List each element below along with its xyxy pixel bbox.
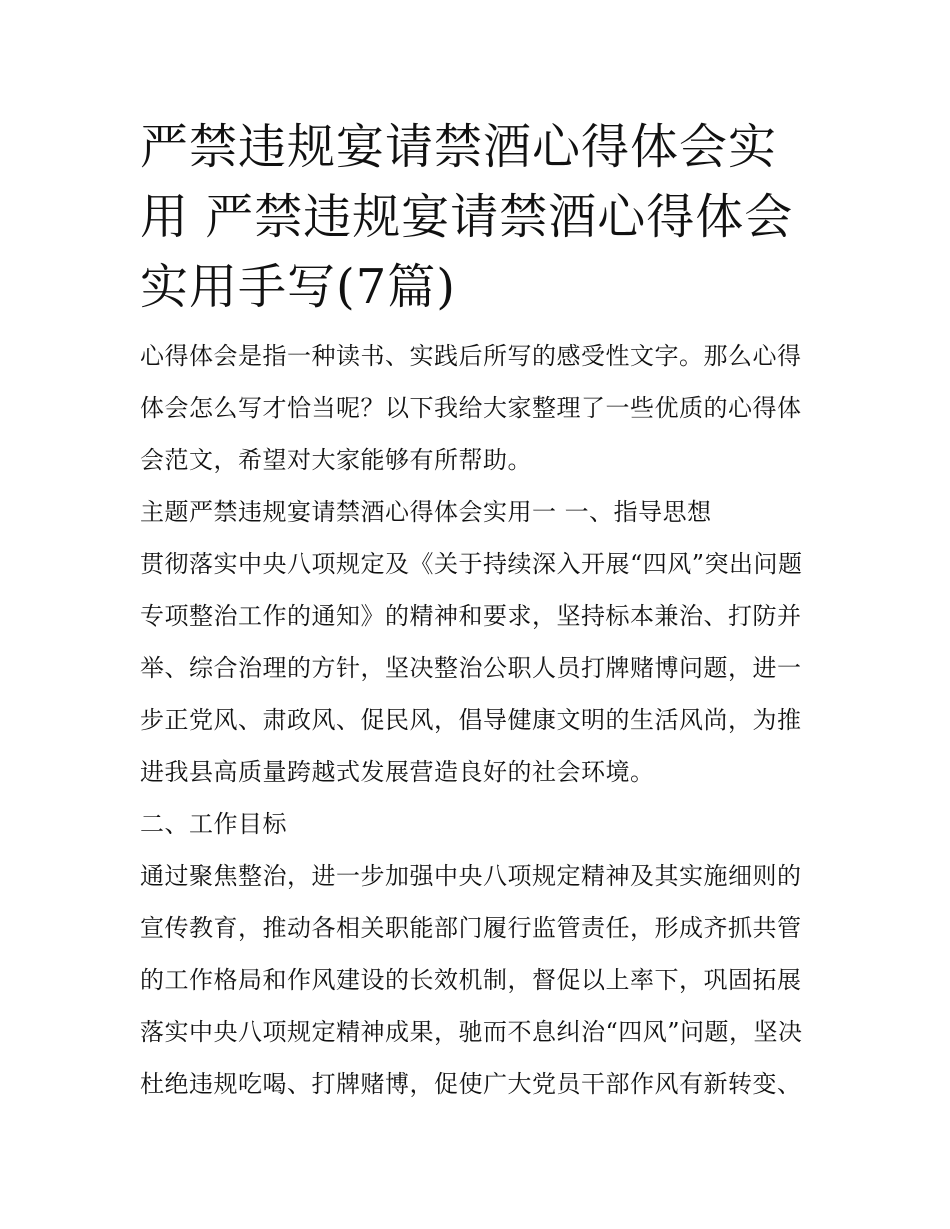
- document-title: 严禁违规宴请禁酒心得体会实用 严禁违规宴请禁酒心得体会实用手写(7篇): [140, 119, 794, 315]
- document-page: [140, 112, 820, 1110]
- work-goals-paragraph: 通过聚焦整治，进一步加强中央八项规定精神及其实施细则的宣传教育，推动各相关职能部门履行监管责任，形成齐抓共管的工作格局和作风建设的长效机制，督促以上率下，巩固拓展落实中央八项规定精神成果，驰而不息纠治“四风”问题，坚决杜绝违规吃喝、打牌赌博，促使广大党员干部作风有新转变、: [140, 862, 803, 1098]
- intro-paragraph: 心得体会是指一种读书、实践后所写的感受性文字。那么心得体会怎么写才恰当呢？以下我给大家整理了一些优质的心得体会范文，希望对大家能够有所帮助。: [140, 342, 802, 474]
- topic-heading: 主题严禁违规宴请禁酒心得体会实用一 一、指导思想: [140, 498, 712, 526]
- guiding-ideology-paragraph: 贯彻落实中央八项规定及《关于持续深入开展“四风”突出问题专项整治工作的通知》的精神和要求，坚持标本兼治、打防并举、综合治理的方针，坚决整治公职人员打牌赌博问题，进一步正党风、肃政风、促民风，倡导健康文明的生活风尚，为推进我县高质量跨越式发展营造良好的社会环境。: [140, 550, 803, 786]
- work-goals-heading: 二、工作目标: [140, 810, 287, 838]
